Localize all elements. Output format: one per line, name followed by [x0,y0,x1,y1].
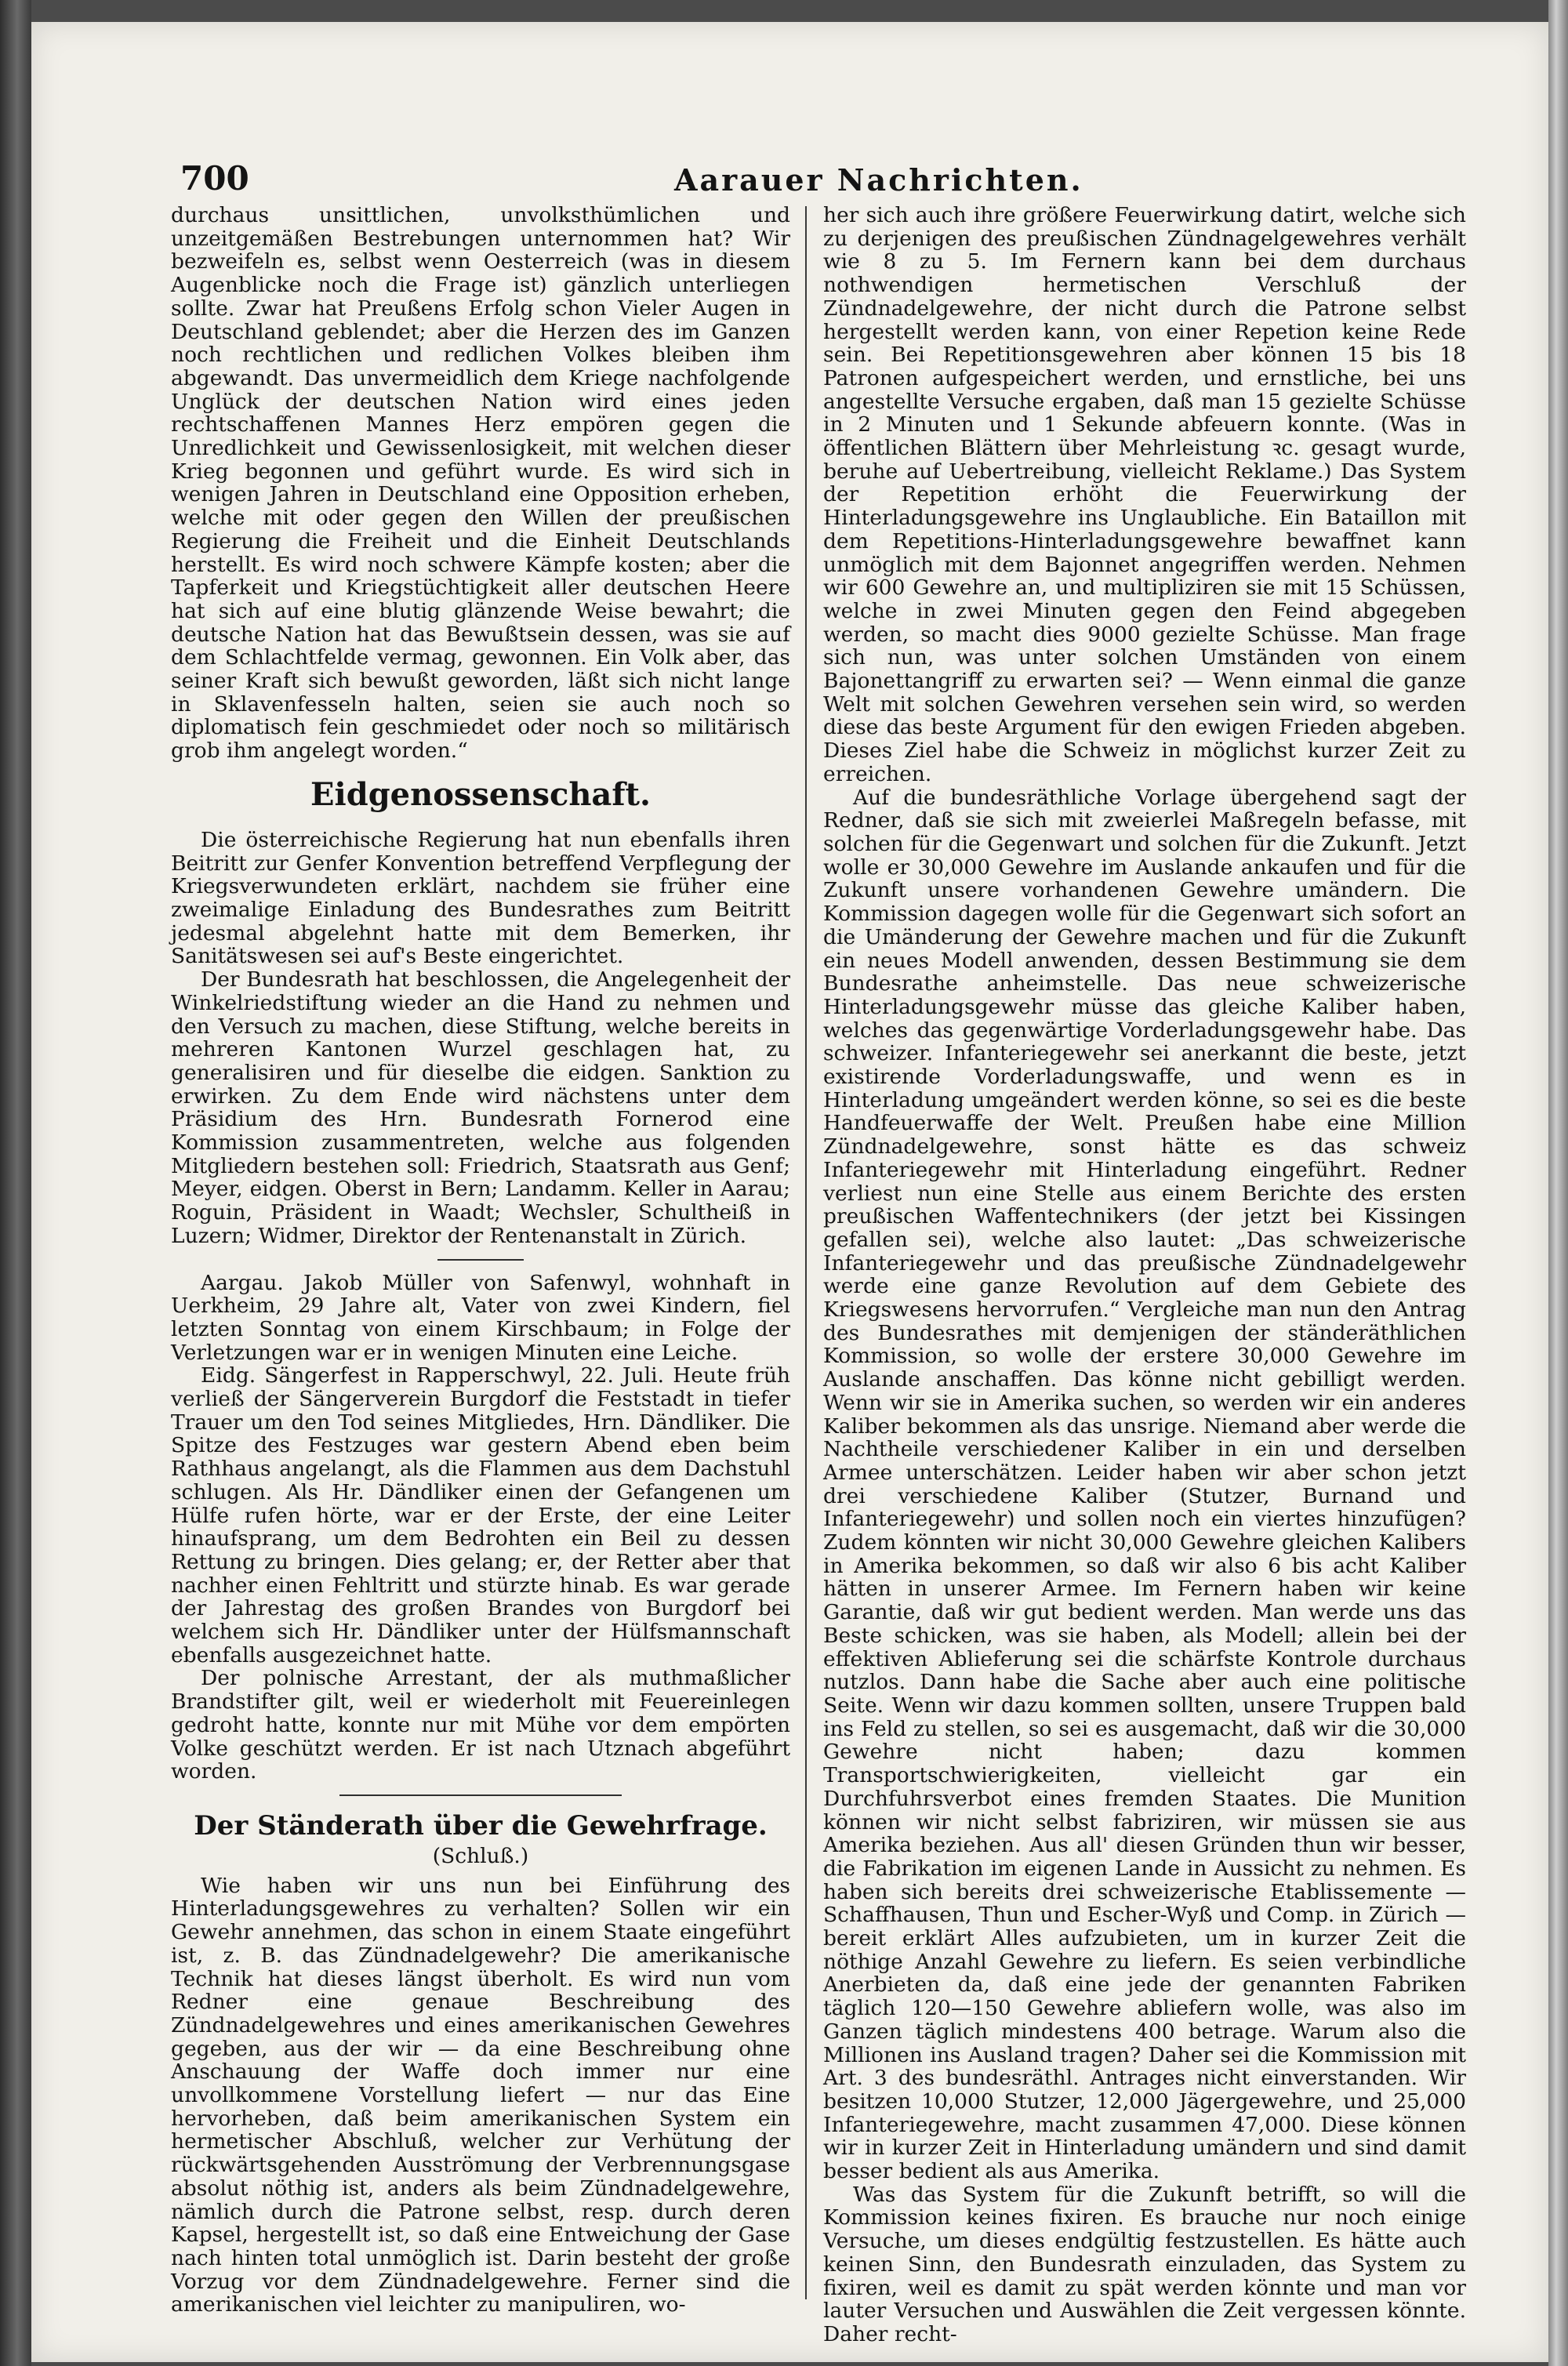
right-column [823,204,1466,2346]
article-paragraph: Wie haben wir uns nun bei Einführung des Hinterladungsgewehres zu verhalten? Sollen wir ein Gewehr annehmen, das schon in einem Staate eingeführt ist, z. B. das Zündnadelgewehr? Die amerikanische Technik hat dieses längst überholt. Es wird nun vom Redner eine genaue Beschreibung des Zündnadelgewehres und eines amerikanischen Gewehres gegeben, aus der wir — da eine Beschreibung ohne Anschauung der Waffe doch immer nur eine unvollkommene Vorstellung liefert — nur das Eine hervorheben, daß beim amerikanischen System ein hermetischer Abschluß, welcher zur Verhütung der rückwärtsgehenden Ausströmung der Verbrennungsgase absolut nöthig ist, anders als beim Zündnadelgewehre, nämlich durch die Patrone selbst, resp. durch deren Kapsel, hergestellt ist, so daß eine Entweichung der Gase nach hinten total unmöglich ist. Darin besteht der große Vorzug vor dem Zündnadelgewehre. Ferner sind die amerikanischen viel leichter zu manipuliren, wo- [171,1873,790,2317]
news-paragraph: Eidg. Sängerfest in Rapperschwyl, 22. Juli. Heute früh verließ der Sängerverein Burgdorf die Feststadt in tiefer Trauer um den Tod seines Mitgliedes, Hrn. Dändliker. Die Spitze des Festzuges war gestern Abend eben beim Rathhaus angelangt, als die Flammen aus dem Dachstuhl schlugen. Als Hr. Dändliker einen der Gefangenen um Hülfe rufen hörte, war er der Erste, der eine Leiter hinaufsprang, um dem Bedrohten ein Beil zu dessen Rettung zu bringen. Dies gelang; er, der Retter aber that nachher einen Fehltritt und stürzte hinab. Es war gerade der Jahrestag des großen Brandes von Burgdorf bei welchem sich Hr. Dändliker unter der Hülfsmannschaft ebenfalls ausgezeichnet hatte. [171,1363,790,1667]
separator [437,1259,524,1261]
masthead: Aarauer Nachrichten. [674,162,1083,198]
left-column [171,204,790,2317]
article-continuation: durchaus unsittlichen, unvolksthümlichen und unzeitgemäßen Bestrebungen unternommen hat? Wir bezweifeln es, selbst wenn Oesterreich (was in diesem Augenblicke noch die Frage ist) gänzlich unterliegen sollte. Zwar hat Preußens Erfolg schon Vieler Augen in Deutschland geblendet; aber die Herzen des im Ganzen noch rechtlichen und redlichen Volkes bleiben ihm abgewandt. Das unvermeidlich dem Kriege nachfolgende Unglück der deutschen Nation wird eines jeden rechtschaffenen Mannes Herz empören gegen die Unredlichkeit und Gewissenlosigkeit, mit welchen dieser Krieg begonnen und geführt wurde. Es wird sich in wenigen Jahren in Deutschland eine Opposition erheben, welche mit oder gegen den Willen der preußischen Regierung die Freiheit und die Einheit Deutschlands herstellt. Es wird noch schwere Kämpfe kosten; aber die Tapferkeit und Kriegstüchtigkeit aller deutschen Heere hat sich auf eine blutig glänzende Weise bewahrt; die deutsche Nation hat das Bewußtsein dessen, was sie auf dem Schlachtfelde vermag, gewonnen. Ein Volk aber, das seiner Kraft sich bewußt geworden, läßt sich nicht lange in Sklavenfesseln halten, seien sie auch noch so diplomatisch fein geschmiedet oder noch so militärisch grob ihm angelegt worden.“ [171,203,790,764]
newspaper-page [31,22,1548,2362]
news-paragraph: Der polnische Arrestant, der als muthmaßlicher Brandstifter gilt, weil er wiederholt mit Feuereinlegen gedroht hatte, konnte nur mit Mühe vor dem empörten Volke geschützt werden. Er ist nach Utznach abgeführt worden. [171,1666,790,1784]
article-paragraph: Was das System für die Zukunft betrifft, so will die Kommission keines fixiren. Es brauche nur noch einige Versuche, um dieses endgültig festzustellen. Es hätte auch keinen Sinn, den Bundesrath einzuladen, das System zu fixiren, weil es damit zu spät werden könnte und man vor lauter Versuchen und Auswählen die Zeit vergessen könnte. Daher recht- [823,2182,1466,2346]
page-header [157,159,1458,206]
page-stack-edge [1548,0,1568,2366]
column-divider [805,206,807,2299]
article-title: Der Ständerath über die Gewehrfrage. [194,1810,768,1842]
news-paragraph: Aargau. Jakob Müller von Safenwyl, wohnhaft in Uerkheim, 29 Jahre alt, Vater von zwei Kindern, fiel letzten Sonntag von einem Kirschbaum; in Folge der Verletzungen war er in wenigen Minuten eine Leiche. [171,1270,790,1365]
page-number: 700 [180,159,249,198]
section-title: Eidgenossenschaft. [310,775,651,813]
news-paragraph: Die österreichische Regierung hat nun ebenfalls ihren Beitritt zur Genfer Konvention betreffend Verpflegung der Kriegsverwundeten erklärt, nachdem sie früher eine zweimalige Einladung des Bundesrathes zum Beitritt jedesmal abgelehnt hatte mit dem Bemerken, ihr Sanitätswesen sei auf's Beste eingerichtet. [171,827,790,969]
article-paragraph: her sich auch ihre größere Feuerwirkung datirt, welche sich zu derjenigen des preußischen Zündnagelgewehres verhält wie 8 zu 5. Im Fernern kann bei dem durchaus nothwendigen hermetischen Verschluß der Zündnadelgewehre, der nicht durch die Patrone selbst hergestellt werden kann, von einer Repetion keine Rede sein. Bei Repetitionsgewehren aber können 15 bis 18 Patronen aufgespeichert werden, und ernstliche, bei uns angestellte Versuche ergaben, daß man 15 gezielte Schüsse in 2 Minuten und 1 Sekunde abfeuern konnte. (Was in öffentlichen Blättern über Mehrleistung ꝛc. gesagt wurde, beruhe auf Uebertreibung, vielleicht Reklame.) Das System der Repetition erhöht die Feuerwirkung der Hinterladungsgewehre ins Unglaubliche. Ein Bataillon mit dem Repetitions-Hinterladungsgewehre bewaffnet kann unmöglich mit dem Bajonnet angegriffen werden. Nehmen wir 600 Gewehre an, und multipliziren sie mit 15 Schüssen, welche in zwei Minuten gegen den Feind abgegeben werden, so macht dies 9000 gezielte Schüsse. Man frage sich nun, was unter solchen Umständen von einem Bajonettangriff zu erwarten sei? — Wenn einmal die ganze Welt mit solchen Gewehren versehen sein wird, so werden diese das beste Argument für den ewigen Frieden abgeben. Dieses Ziel habe die Schweiz in möglichst kurzer Zeit zu erreichen. [823,203,1466,786]
separator [339,1794,622,1796]
article-paragraph: Auf die bundesräthliche Vorlage übergehend sagt der Redner, daß sie sich mit zweierlei Maßregeln befasse, mit solchen für die Gegenwart und solchen für die Zukunft. Jetzt wolle er 30,000 Gewehre im Auslande ankaufen und für die Zukunft unsere vorhandenen Gewehre umändern. Die Kommission dagegen wolle für die Gegenwart sich sofort an die Umänderung der Gewehre machen und für die Zukunft ein neues Modell anwenden, dessen Bestimmung sie dem Bundesrathe anheimstelle. Das neue schweizerische Hinterladungsgewehr müsse das gleiche Kaliber haben, welches das gegenwärtige Vorderladungsgewehr habe. Das schweizer. Infanteriegewehr sei anerkannt die beste, jetzt existirende Vorderladungswaffe, und wenn es in Hinterladung umgeändert werden könne, so sei es die beste Handfeuerwaffe der Welt. Preußen habe eine Million Zündnadelgewehre, sonst hätte es das schweiz Infanteriegewehr mit Hinterladung eingeführt. Redner verliest nun eine Stelle aus einem Berichte des ersten preußischen Waffentechnikers (der jetzt bei Kissingen gefallen sei), welche also lautet: „Das schweizerische Infanteriegewehr und das preußische Zündnadelgewehr werde eine ganze Revolution auf dem Gebiete des Kriegswesens hervorrufen.“ Vergleiche man nun den Antrag des Bundesrathes mit demjenigen der ständeräthlichen Kommission, so wolle der erstere 30,000 Gewehre im Auslande anschaffen. Das könne nicht gebilligt werden. Wenn wir sie in Amerika suchen, so werden wir ein anderes Kaliber bekommen als das unsrige. Niemand aber werde die Nachtheile verschiedener Kaliber in ein und derselben Armee unterschätzen. Leider haben wir aber schon jetzt drei verschiedene Kaliber (Stutzer, Burnand und Infanteriegewehr) und sollen noch ein viertes hinzufügen? Zudem könnten wir nicht 30,000 Gewehre gleichen Kalibers in Amerika bekommen, so daß wir also 6 bis acht Kaliber hätten in unserer Armee. Im Fernern haben wir keine Garantie, daß wir gut bedient werden. Man werde uns das Beste schicken, was sie haben, als Modell; allein bei der effektiven Ablieferung sei die schärfste Kontrole durchaus nutzlos. Dann habe die Sache aber auch eine politische Seite. Wenn wir dazu kommen sollten, unsere Truppen bald ins Feld zu stellen, so sei es ausgemacht, daß wir die 30,000 Gewehre nicht haben; dazu kommen Transportschwierigkeiten, vielleicht gar ein Durchfuhrsverbot eines fremden Staates. Die Munition können wir nicht selbst fabriziren, wir müssen sie aus Amerika beziehen. Aus all' diesen Gründen thun wir besser, die Fabrikation im eigenen Lande in Aussicht zu nehmen. Es haben sich bereits drei schweizerische Etablissemente — Schaffhausen, Thun und Escher-Wyß und Comp. in Zürich — bereit erklärt Alles aufzubieten, um in kurzer Zeit die nöthige Anzahl Gewehre zu liefern. Es seien verbindliche Anerbieten da, daß eine jede der genannten Fabriken täglich 120—150 Gewehre abliefern wolle, was also im Ganzen täglich mindestens 400 betrage. Warum also die Millionen ins Ausland tragen? Daher sei die Kommission mit Art. 3 des bundesräthl. Antrages nicht einverstanden. Wir besitzen 10,000 Stutzer, 12,000 Jägergewehre, und 25,000 Infanteriegewehre, macht zusammen 47,000. Diese können wir in kurzer Zeit in Hinterladung umändern und sind damit besser bedient als aus Amerika. [823,785,1466,2184]
article-note: (Schluß.) [432,1844,529,1868]
news-paragraph: Der Bundesrath hat beschlossen, die Angelegenheit der Winkelriedstiftung wieder an die Hand zu nehmen und den Versuch zu machen, diese Stiftung, welche bereits in mehreren Kantonen Wurzel geschlagen hat, zu generalisiren und für dieselbe die eidgen. Sanktion zu erwirken. Zu dem Ende wird nächstens unter dem Präsidium des Hrn. Bundesrath Fornerod eine Kommission zusammentreten, welche aus folgenden Mitgliedern bestehen soll: Friedrich, Staatsrath aus Genf; Meyer, eidgen. Oberst in Bern; Landamm. Keller in Aarau; Roguin, Präsident in Waadt; Wechsler, Schultheiß in Luzern; Widmer, Direktor der Rentenanstalt in Zürich. [171,967,790,1248]
book-binding [0,0,31,2366]
